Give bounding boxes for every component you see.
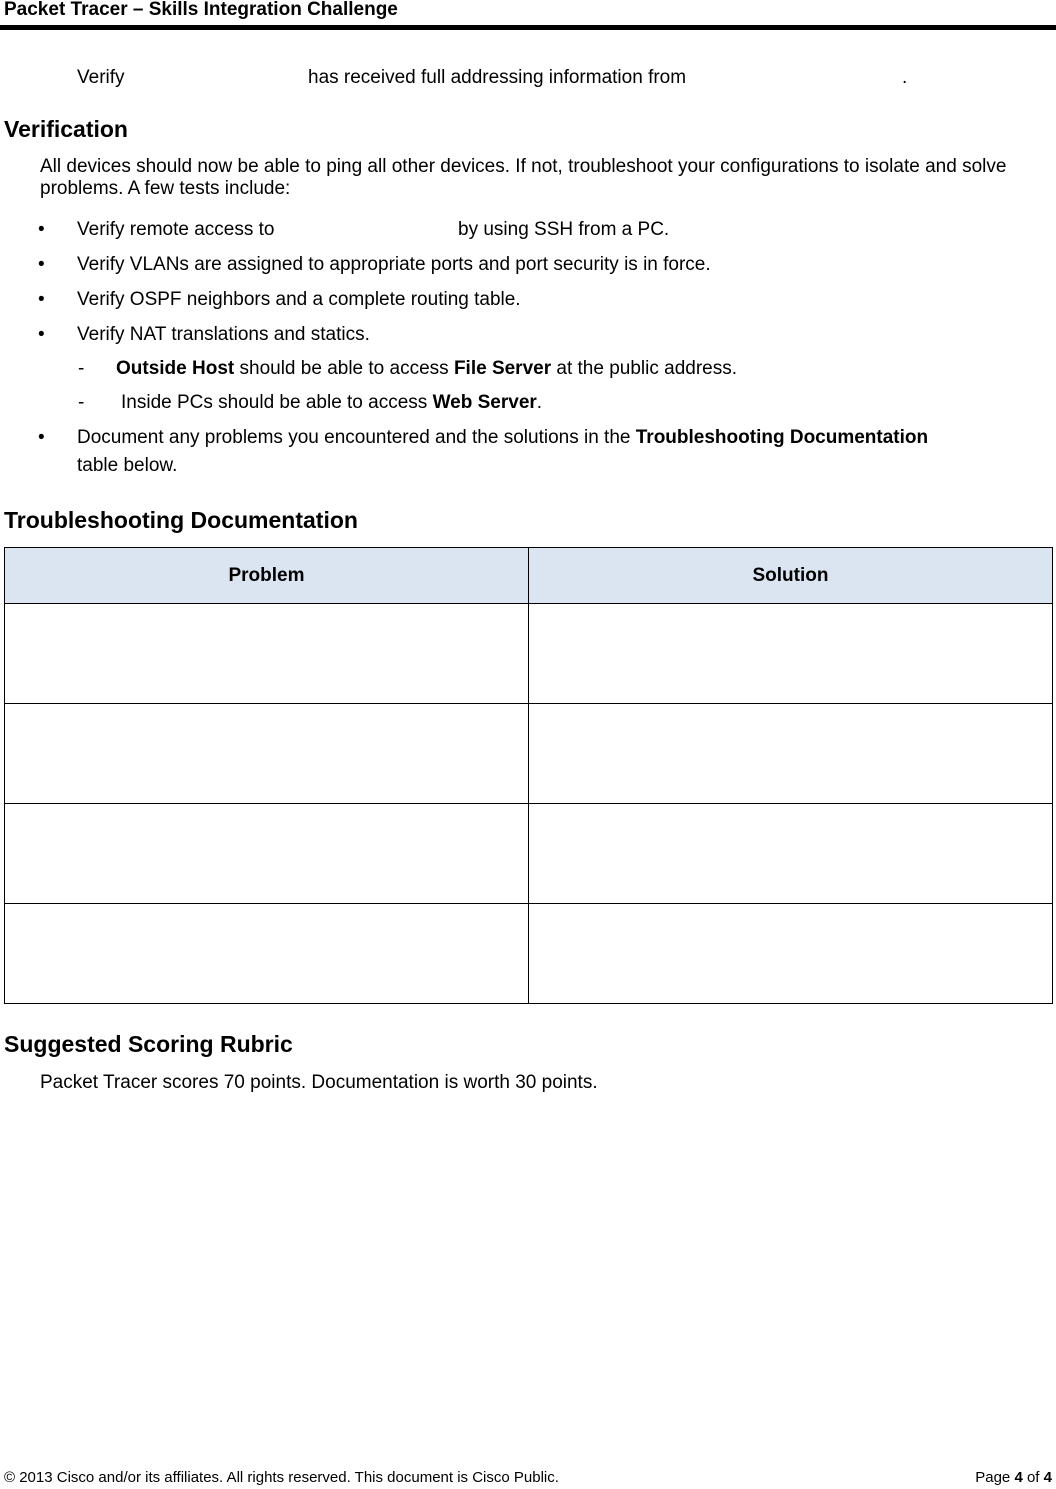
troubleshooting-table xyxy=(4,547,1053,1004)
solution-cell[interactable] xyxy=(529,804,1053,904)
problem-column-header: Problem xyxy=(5,548,529,604)
solution-cell[interactable] xyxy=(529,904,1053,1004)
dash-symbol: - xyxy=(78,392,85,413)
bullet-1-before: Verify remote access to xyxy=(77,219,275,240)
rubric-text: Packet Tracer scores 70 points. Documentation is worth 30 points. xyxy=(40,1072,598,1093)
table-header-row xyxy=(5,548,1053,604)
bullet-symbol: • xyxy=(38,427,45,448)
document-title: Packet Tracer – Skills Integration Challenge xyxy=(4,0,398,20)
problem-cell[interactable] xyxy=(5,604,529,704)
header-rule xyxy=(0,25,1056,30)
file-server-label: File Server xyxy=(453,358,552,379)
table-row xyxy=(5,604,1053,704)
page-current: 4 xyxy=(1014,1469,1023,1486)
sub-item-2 xyxy=(121,392,542,414)
bullet-1-after: by using SSH from a PC. xyxy=(458,219,670,240)
bullet-symbol: • xyxy=(38,289,45,310)
solution-cell[interactable] xyxy=(529,704,1053,804)
page-label: Page xyxy=(975,1469,1011,1486)
bullet-4-text: Verify NAT translations and statics. xyxy=(77,324,370,345)
bullet-symbol: • xyxy=(38,219,45,240)
bullet-5-before: Document any problems you encountered and the solutions in the xyxy=(77,427,631,448)
bullet-2-text: Verify VLANs are assigned to appropriate ports and port security is in force. xyxy=(77,254,711,275)
bullet-symbol: • xyxy=(38,324,45,345)
table-row xyxy=(5,804,1053,904)
problem-cell[interactable] xyxy=(5,804,529,904)
sub-item-1 xyxy=(116,358,737,380)
rubric-heading: Suggested Scoring Rubric xyxy=(4,1031,293,1057)
page-total: 4 xyxy=(1043,1469,1052,1486)
bullet-symbol: • xyxy=(38,254,45,275)
copyright-footer: © 2013 Cisco and/or its affiliates. All rights reserved. This document is Cisco Public. xyxy=(4,1469,559,1486)
of-label: of xyxy=(1026,1469,1040,1486)
solution-column-header: Solution xyxy=(529,548,1053,604)
dash-symbol: - xyxy=(78,358,85,379)
verification-paragraph: All devices should now be able to ping all other devices. If not, troubleshoot your configurations to isolate and solve problems. A few tests include: xyxy=(40,156,1007,199)
table-row xyxy=(5,904,1053,1004)
outside-host-label: Outside Host xyxy=(116,358,235,379)
troubleshooting-doc-ref: Troubleshooting Documentation xyxy=(635,427,929,448)
intro-verify: Verify xyxy=(77,67,125,88)
problem-cell[interactable] xyxy=(5,704,529,804)
verification-heading: Verification xyxy=(4,116,128,142)
troubleshooting-heading: Troubleshooting Documentation xyxy=(4,507,358,533)
sub-item-2-text2: . xyxy=(536,392,543,413)
sub-item-1-text2: at the public address. xyxy=(551,358,737,379)
solution-cell[interactable] xyxy=(529,604,1053,704)
intro-period: . xyxy=(902,67,908,88)
sub-item-2-text1: Inside PCs should be able to access xyxy=(121,392,433,413)
bullet-5-line2: table below. xyxy=(77,455,178,476)
page-number xyxy=(975,1469,1052,1487)
intro-middle: has received full addressing information from xyxy=(308,67,687,88)
problem-cell[interactable] xyxy=(5,904,529,1004)
bullet-5-line1 xyxy=(77,427,928,449)
bullet-3-text: Verify OSPF neighbors and a complete routing table. xyxy=(77,289,521,310)
web-server-label: Web Server xyxy=(432,392,537,413)
sub-item-1-text1: should be able to access xyxy=(234,358,454,379)
table-row xyxy=(5,704,1053,804)
